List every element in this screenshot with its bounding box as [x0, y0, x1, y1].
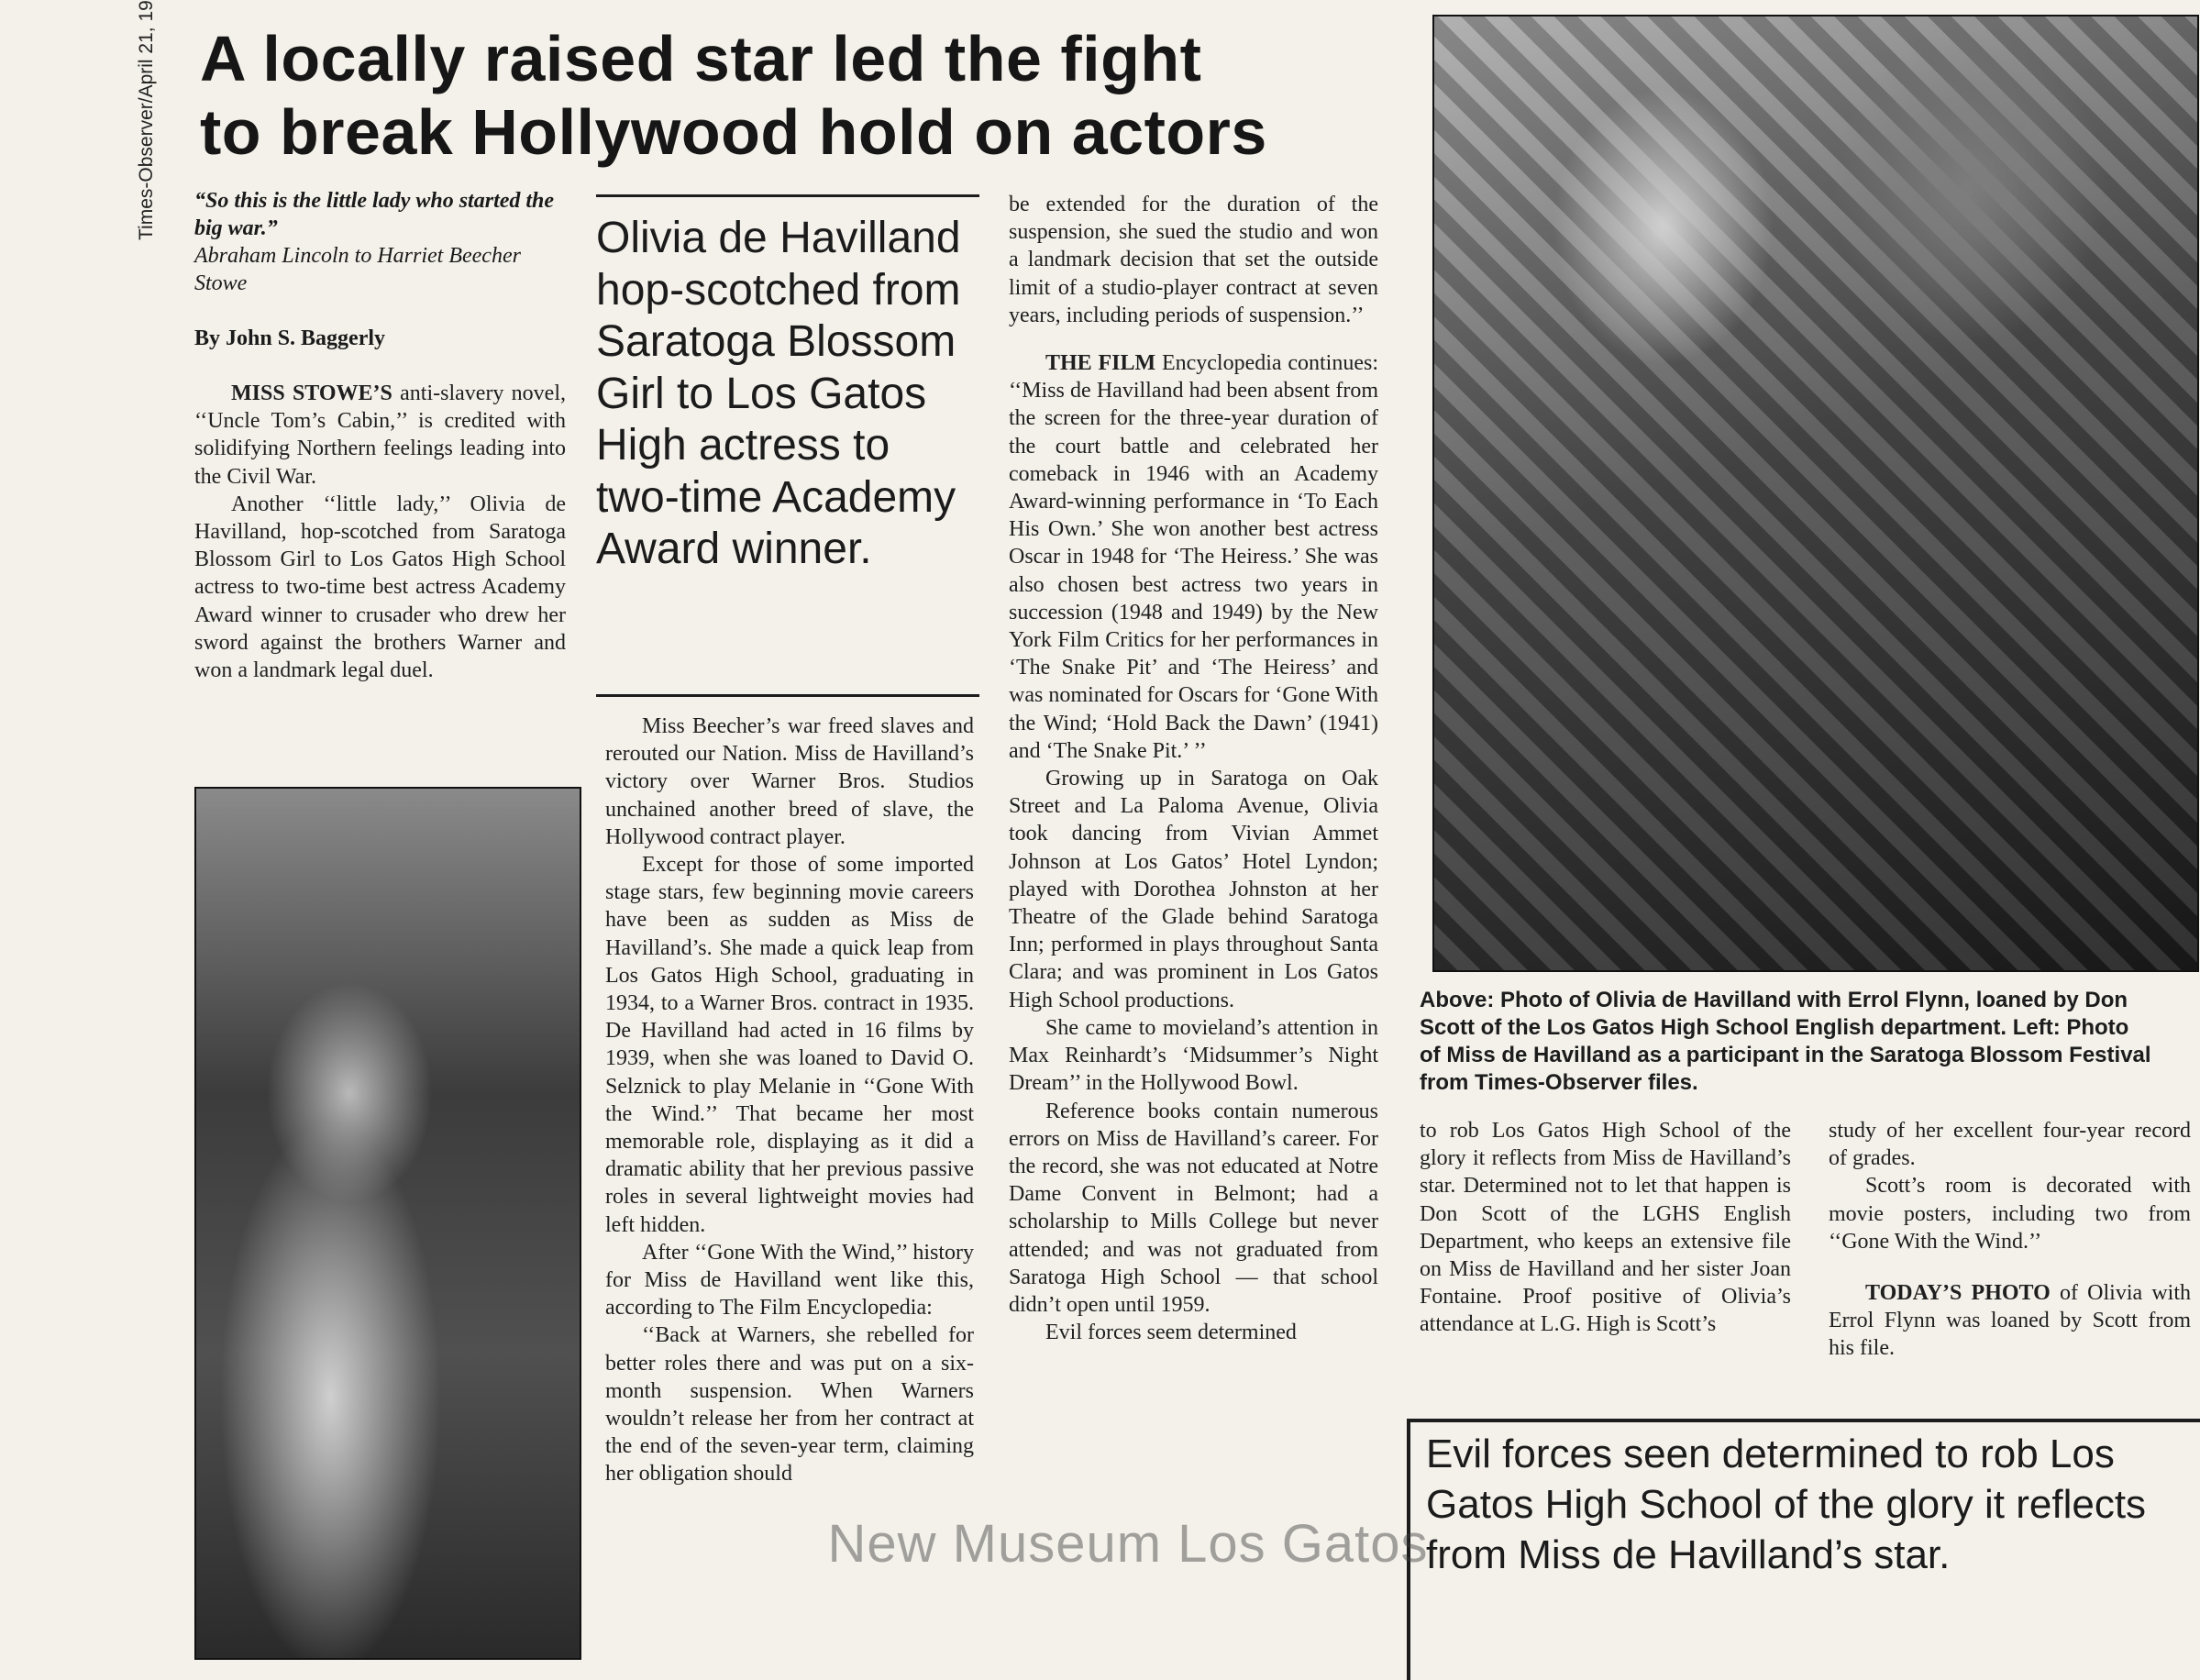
pull-quote-rule-bottom [596, 694, 979, 697]
lead-in: MISS STOWE’S [231, 381, 392, 405]
paragraph: She came to movieland’s attention in Max Reinhardt’s ‘Midsummer’s Night Dream’’ in the Hollywood Bowl. [1009, 1015, 1378, 1096]
photo-caption: Above: Photo of Olivia de Havilland with Errol Flynn, loaned by Don Scott of the Los Gatos High School English department. Left: Photo of Miss de Havilland as a participant in the Saratoga Blossom Festival from Times-Observer files. [1420, 988, 2151, 1095]
article-column-2 [605, 713, 974, 1488]
headline-line-1: A locally raised star led the fight [200, 23, 1202, 94]
pull-quote-2: Evil forces seen determined to rob Los Gatos High School of the glory it reflects from Miss de Havilland’s star. [1426, 1431, 2147, 1577]
paragraph: Except for those of some imported stage stars, few beginning movie careers have been as sudden as Miss de Havilland’s. She made a quick leap from Los Gatos High School, graduating in 1934, to a Warner Bros. contract in 1935. De Havilland had acted in 16 films by 1939, when she was loaned to David O. Selznick to play Melanie in ‘‘Gone With the Wind.’’ That became her most memorable role, displaying as it did a dramatic ability that her previous passive roles in several lightweight movies had left hidden. [605, 853, 974, 1237]
paragraph: MISS STOWE’S anti-slavery novel, ‘‘Uncle Tom’s Cabin,’’ is credited with solidifying Northern feelings leading into the Civil War. [194, 381, 567, 489]
pull-quote-2-rule-top [1407, 1419, 2200, 1422]
article-column-1 [194, 380, 566, 684]
paragraph: Scott’s room is decorated with movie posters, including two from ‘‘Gone With the Wind.’’ [1829, 1174, 2191, 1254]
epigraph-attribution: Abraham Lincoln to Harriet Beecher Stowe [194, 244, 521, 295]
paragraph: study of her excellent four-year record of grades. [1829, 1119, 2191, 1171]
epigraph-quote: “So this is the little lady who started the big war.” [194, 189, 555, 240]
paragraph: Reference books contain numerous errors on Miss de Havilland’s career. For the record, she was not educated at Notre Dame Convent in Belmont; had a scholarship to Mills College but never attended; and was not graduated from Saratoga High School — that school didn’t open until 1959. [1009, 1099, 1378, 1317]
paragraph: Another ‘‘little lady,’’ Olivia de Havilland, hop-scotched from Saratoga Blossom Girl to Los Gatos High School actress to two-time best actress Academy Award winner to crusader who drew her sword against the brothers Warner and won a landmark legal duel. [194, 492, 566, 683]
paragraph: Evil forces seem determined [1045, 1321, 1297, 1345]
pull-quote-rule-top [596, 194, 979, 197]
paragraph: ‘‘Back at Warners, she rebelled for better roles there and was put on a six-month suspension. When Warners wouldn’t release her from her contract at the end of the seven-year term, claiming her obligation should [605, 1323, 974, 1487]
article-column-5 [1829, 1117, 2191, 1363]
lead-in: TODAY’S PHOTO [1865, 1281, 2051, 1306]
pull-quote: Olivia de Havilland hop-scotched from Saratoga Blossom Girl to Los Gatos High actress to two-time Academy Award winner. [596, 214, 961, 573]
lead-in: THE FILM [1045, 351, 1156, 376]
watermark: New Museum Los Gatos [827, 1514, 1429, 1574]
paragraph: Growing up in Saratoga on Oak Street and La Paloma Avenue, Olivia took dancing from Vivian Ammet Johnson at Los Gatos’ Hotel Lyndon; played with Dorothea Johnston at her Theatre of the Glade behind Saratoga Inn; performed in plays throughout Santa Clara; and was prominent in Los Gatos High School productions. [1009, 767, 1378, 1012]
article-column-4 [1420, 1117, 1791, 1339]
paragraph: TODAY’S PHOTO of Olivia with Errol Flynn was loaned by Scott from his file. [1829, 1281, 2191, 1361]
headline-line-2: to break Hollywood hold on actors [200, 96, 1267, 168]
paragraph: be extended for the duration of the suspension, she sued the studio and won a landmark decision that set the outside limit of a studio-player contract at seven years, including periods of suspension.’’ [1009, 193, 1378, 327]
paragraph: to rob Los Gatos High School of the glory it reflects from Miss de Havilland’s star. Determined not to let that happen is Don Scott of the LGHS English Department, who keeps an extensive file on Miss de Havilland and her sister Joan Fontaine. Proof positive of Olivia’s attendance at L.G. High is Scott’s [1420, 1119, 1791, 1337]
paragraph: Miss Beecher’s war freed slaves and rerouted our Nation. Miss de Havilland’s victory over Warner Bros. Studios unchained another breed of slave, the Hollywood contract player. [605, 714, 974, 849]
blossom-festival-photo [194, 787, 581, 1660]
de-havilland-flynn-photo [1432, 15, 2199, 972]
dateline: Times-Observer/April 21, 19 [136, 0, 157, 240]
byline: By John S. Baggerly [194, 326, 386, 350]
paragraph: THE FILM Encyclopedia continues: ‘‘Miss de Havilland had been absent from the screen for the three-year duration of the court battle and celebrated her comeback in 1946 with an Academy Award-winning performance in ‘To Each His Own.’ She won another best actress Oscar in 1948 for ‘The Heiress.’ She was also chosen best actress two years in succession (1948 and 1949) by the New York Film Critics for her performances in ‘The Snake Pit’ and ‘The Heiress’ and was nominated for Oscars for ‘Gone With the Wind; ‘Hold Back the Dawn’ (1941) and ‘The Snake Pit.’ ’’ [1009, 351, 1378, 763]
article-column-3 [1009, 191, 1378, 1346]
paragraph: After ‘‘Gone With the Wind,’’ history for Miss de Havilland went like this, according to The Film Encyclopedia: [605, 1240, 974, 1321]
epigraph [194, 187, 566, 297]
headline [200, 22, 1429, 169]
